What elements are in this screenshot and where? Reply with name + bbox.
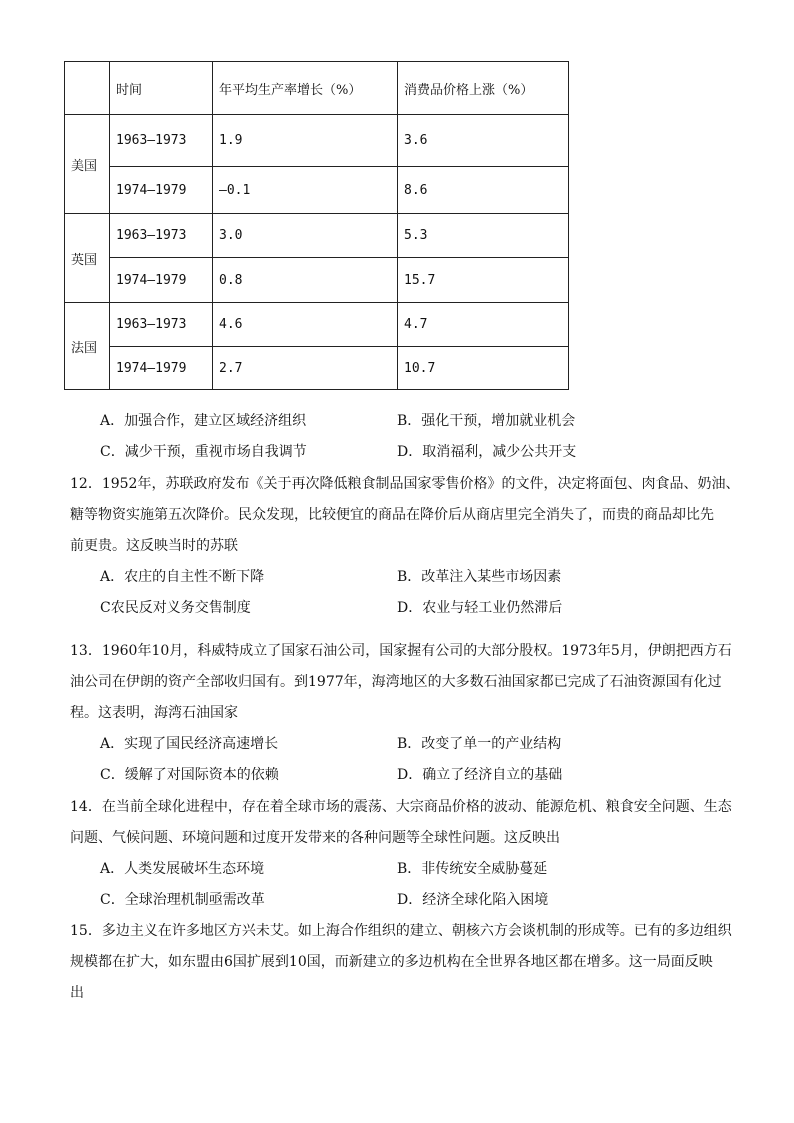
country-cell: 法国 — [65, 303, 110, 390]
q11-option-d: D．取消福利，减少公共开支 — [397, 444, 577, 460]
q15-stem-line: 15．多边主义在许多地区方兴未艾。如上海合作组织的建立、朝核六方会谈机制的形成等。已有的多边组织 — [70, 923, 732, 939]
period-cell: 1963—1973 — [110, 303, 213, 347]
table-row — [65, 115, 569, 167]
q14-option-a: A．人类发展破坏生态环境 — [100, 861, 265, 877]
table-row — [65, 214, 569, 258]
q13-option-c: C．缓解了对国际资本的依赖 — [100, 767, 279, 783]
q12-stem-line: 12．1952年，苏联政府发布《关于再次降低粮食制品国家零售价格》的文件，决定将面包、肉食品、奶油、 — [70, 476, 740, 492]
q12-option-d: D．农业与轻工业仍然滞后 — [397, 600, 563, 616]
q11-option-a: A．加强合作，建立区域经济组织 — [100, 413, 307, 429]
header-cell-period: 时间 — [110, 62, 213, 115]
productivity-cell: 2.7 — [213, 347, 398, 390]
header-cell-productivity: 年平均生产率增长（%） — [213, 62, 398, 115]
q15-stem-line: 出 — [70, 985, 84, 1001]
productivity-cell: 1.9 — [213, 115, 398, 167]
q12-stem-line: 糖等物资实施第五次降价。民众发现，比较便宜的商品在降价后从商店里完全消失了，而贵的商品却比先 — [70, 507, 714, 523]
price-cell: 15.7 — [398, 258, 569, 303]
price-cell: 3.6 — [398, 115, 569, 167]
q12-stem-line: 前更贵。这反映当时的苏联 — [70, 538, 238, 554]
period-cell: 1963—1973 — [110, 214, 213, 258]
q13-option-b: B．改变了单一的产业结构 — [397, 736, 562, 752]
table-row — [65, 258, 569, 303]
q13-stem-line: 13．1960年10月，科威特成立了国家石油公司，国家握有公司的大部分股权。1973年5月，伊朗把西方石 — [70, 643, 732, 659]
q13-option-a: A．实现了国民经济高速增长 — [100, 736, 279, 752]
q12-option-c: C农民反对义务交售制度 — [100, 600, 251, 616]
table-row — [65, 303, 569, 347]
period-cell: 1974—1979 — [110, 167, 213, 214]
productivity-cell: —0.1 — [213, 167, 398, 214]
table-header-row — [65, 62, 569, 115]
q14-option-b: B．非传统安全威胁蔓延 — [397, 861, 548, 877]
price-cell: 8.6 — [398, 167, 569, 214]
productivity-cell: 0.8 — [213, 258, 398, 303]
q12-option-b: B．改革注入某些市场因素 — [397, 569, 562, 585]
q15-stem-line: 规模都在扩大，如东盟由6国扩展到10国，而新建立的多边机构在全世界各地区都在增多。这一局面反映 — [70, 954, 713, 970]
q13-option-d: D．确立了经济自立的基础 — [397, 767, 563, 783]
header-cell-price: 消费品价格上涨（%） — [398, 62, 569, 115]
q14-stem-line: 问题、气候问题、环境问题和过度开发带来的各种问题等全球性问题。这反映出 — [70, 830, 560, 846]
q14-option-d: D．经济全球化陷入困境 — [397, 892, 549, 908]
price-cell: 5.3 — [398, 214, 569, 258]
country-cell: 美国 — [65, 115, 110, 214]
q11-option-b: B．强化干预，增加就业机会 — [397, 413, 576, 429]
table-row — [65, 167, 569, 214]
q14-option-c: C．全球治理机制亟需改革 — [100, 892, 265, 908]
q14-stem-line: 14．在当前全球化进程中，存在着全球市场的震荡、大宗商品价格的波动、能源危机、粮食安全问题、生态 — [70, 799, 732, 815]
header-cell-empty — [65, 62, 110, 115]
q11-option-c: C．减少干预，重视市场自我调节 — [100, 444, 307, 460]
q12-option-a: A．农庄的自主性不断下降 — [100, 569, 265, 585]
period-cell: 1963—1973 — [110, 115, 213, 167]
price-cell: 4.7 — [398, 303, 569, 347]
productivity-cell: 4.6 — [213, 303, 398, 347]
period-cell: 1974—1979 — [110, 347, 213, 390]
table-row — [65, 347, 569, 390]
statistics-table — [64, 61, 569, 390]
price-cell: 10.7 — [398, 347, 569, 390]
period-cell: 1974—1979 — [110, 258, 213, 303]
q13-stem-line: 程。这表明，海湾石油国家 — [70, 705, 238, 721]
country-cell: 英国 — [65, 214, 110, 303]
productivity-cell: 3.0 — [213, 214, 398, 258]
q13-stem-line: 油公司在伊朗的资产全部收归国有。到1977年，海湾地区的大多数石油国家都已完成了石油资源国有化过 — [70, 674, 722, 690]
